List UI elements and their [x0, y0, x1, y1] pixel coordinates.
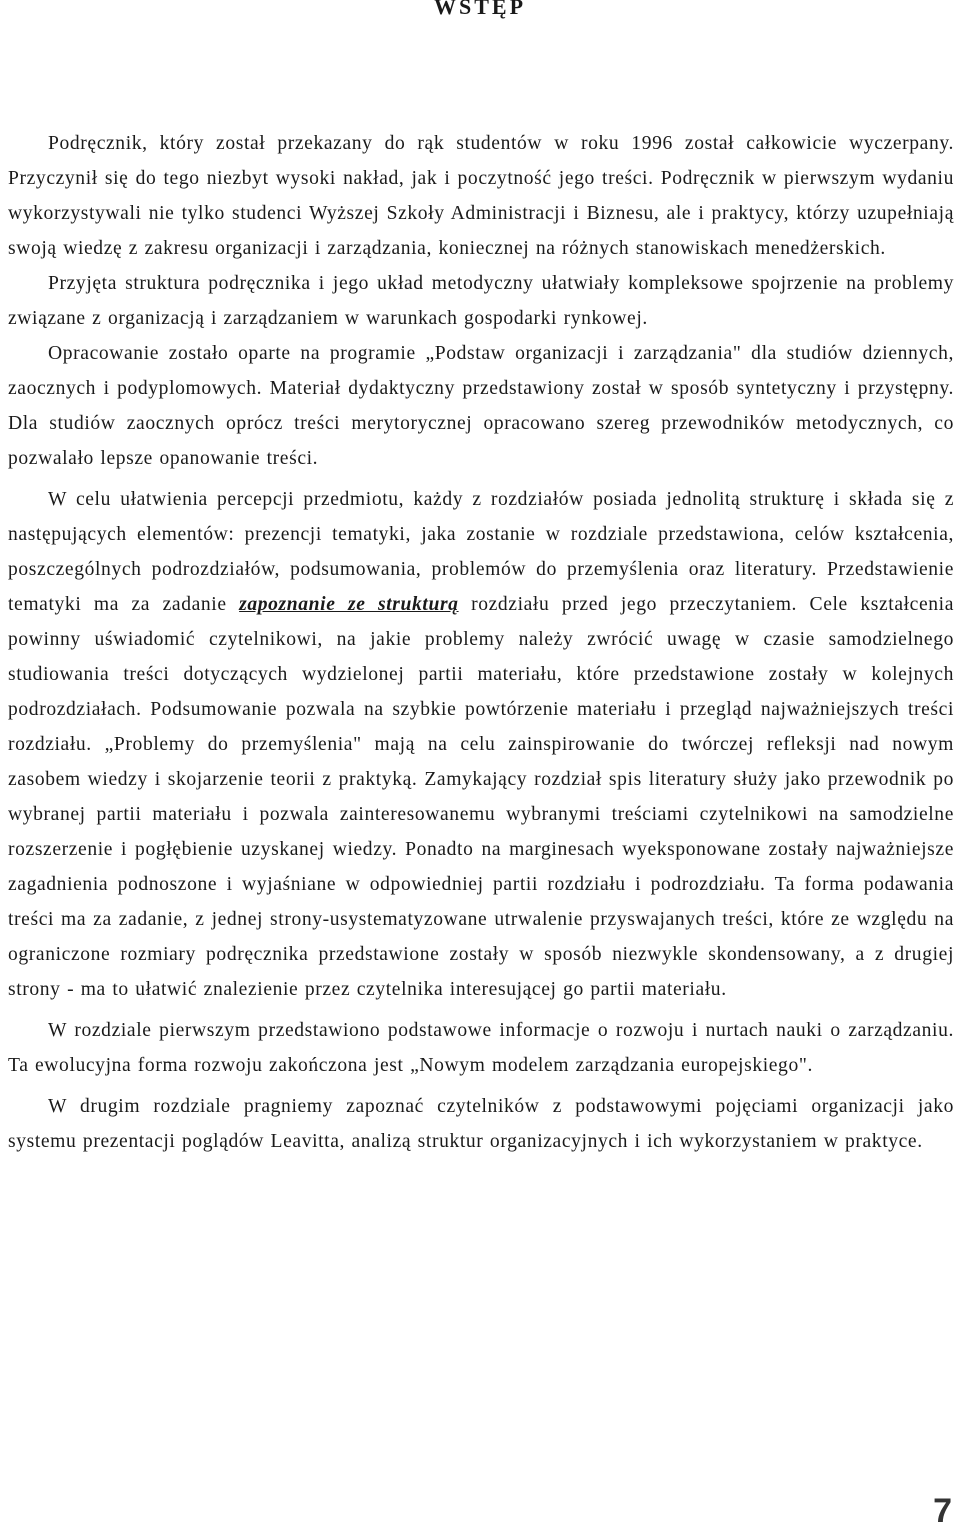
- paragraph: Opracowanie zostało oparte na programie „Podstaw organizacji i zarządzania" dla studiów dziennych, zaocznych i podyplomowych. Materiał dydaktyczny przedstawiony został w sposób syntetyczny i przystępny. Dla studiów zaocznych oprócz treści merytorycznej opracowano szereg przewodników metodycznych, co pozwalało lepsze opanowanie treści.: [8, 343, 954, 469]
- body-text: [8, 126, 954, 1159]
- paragraph-text: rozdziału przed jego przeczytaniem. Cele kształcenia powinny uświadomić czytelnikowi, na jakie problemy należy zwrócić uwagę w czasie samodzielnego studiowania treści dotyczących wydzielonej partii materiału, które przedstawione zostały w kolejnych podrozdziałach. Podsumowanie pozwala na szybkie powtórzenie materiału i przegląd najważniejszych treści rozdziału. „Problemy do przemyślenia" mają na celu zainspirowanie do twórczej refleksji nad nowym zasobem wiedzy i skojarzenie teorii z praktyką. Zamykający rozdział spis literatury służy jako przewodnik po wybranej partii materiału i pozwala zainteresowanemu wybranymi treściami czytelnikowi na samodzielne rozszerzenie i pogłębienie uzyskanej wiedzy. Ponadto na marginesach wyeksponowane zostały najważniejsze zagadnienia podnoszone i wyjaśniane w odpowiedniej partii rozdziału i podrozdziału. Ta forma podawania treści ma za zadanie, z jednej strony-usystematyzowane utrwalenie przyswajanych treści, które ze względu na ograniczone rozmiary podręcznika przedstawione zostały w sposób niezwykle skondensowany, a z drugiej strony - ma to ułatwić znalezienie przez czytelnika interesującej go partii materiału.: [8, 594, 954, 1000]
- emphasized-phrase: zapoznanie ze strukturą: [239, 594, 459, 615]
- paragraph: W drugim rozdziale pragniemy zapoznać czytelników z podstawowymi pojęciami organizacji jako systemu prezentacji poglądów Leavitta, analizą struktur organizacyjnych i ich wykorzystaniem w praktyce.: [8, 1096, 954, 1152]
- page-number: 7: [933, 1492, 952, 1530]
- paragraph: Podręcznik, który został przekazany do rąk studentów w roku 1996 został całkowicie wyczerpany. Przyczynił się do tego niezbyt wysoki nakład, jak i poczytność jego treści. Podręcznik w pierwszym wydaniu wykorzystywali nie tylko studenci Wyższej Szkoły Administracji i Biznesu, ale i praktycy, którzy uzupełniają swoją wiedzę z zakresu organizacji i zarządzania, koniecznej na różnych stanowiskach menedżerskich.: [8, 133, 954, 259]
- paragraph: Przyjęta struktura podręcznika i jego układ metodyczny ułatwiały kompleksowe spojrzenie na problemy związane z organizacją i zarządzaniem w warunkach gospodarki rynkowej.: [8, 273, 954, 329]
- paragraph-text: W celu ułatwienia percepcji przedmiotu, każdy z rozdziałów posiada jednolitą strukturę i składa się z następujących elementów: prezencji tematyki, jaka zostanie w rozdziale przedstawiona, celów kształcenia, poszczególnych podrozdziałów, podsumowania, problemów do przemyślenia oraz literatury. Przedstawienie tematyki ma za zadanie: [8, 489, 954, 615]
- page-title: WSTĘP: [433, 0, 527, 19]
- paragraph: W rozdziale pierwszym przedstawiono podstawowe informacje o rozwoju i nurtach nauki o zarządzaniu. Ta ewolucyjna forma rozwoju zakończona jest „Nowym modelem zarządzania europejskiego".: [8, 1020, 954, 1076]
- paragraph-structure: [8, 482, 954, 1007]
